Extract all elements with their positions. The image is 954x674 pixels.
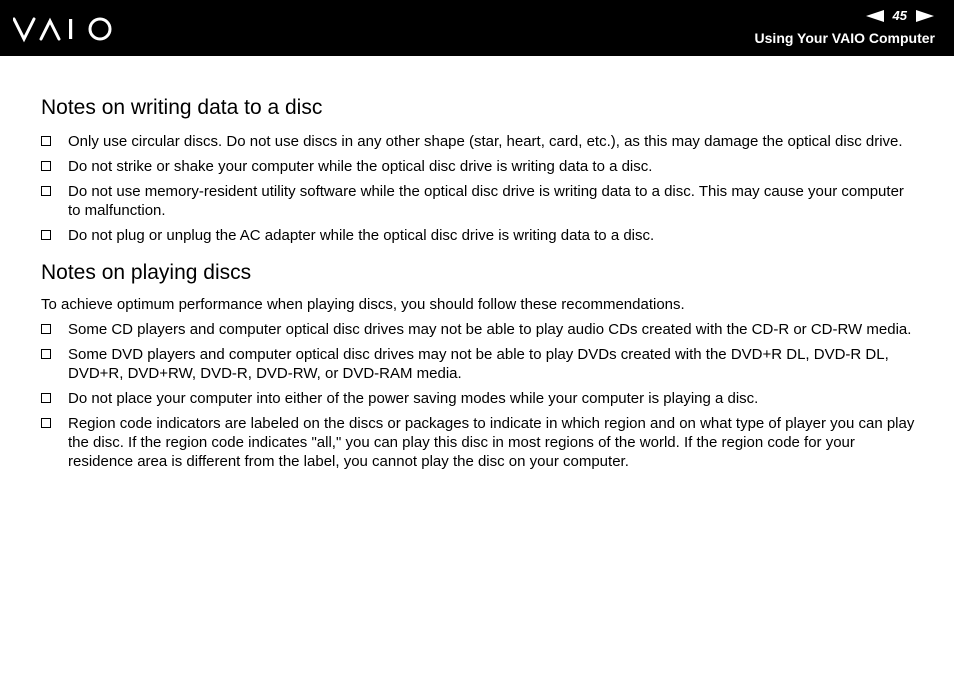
page-number: 45 <box>892 8 907 23</box>
checkbox-bullet-icon <box>41 418 51 428</box>
checkbox-bullet-icon <box>41 230 51 240</box>
playing-intro-text: To achieve optimum performance when playing discs, you should follow these recommendations. <box>41 296 685 313</box>
heading-playing-discs: Notes on playing discs <box>41 261 252 284</box>
list-item: Do not place your computer into either of the power saving modes while your computer is playing a disc. <box>41 389 916 408</box>
checkbox-bullet-icon <box>41 136 51 146</box>
page-content <box>41 94 916 471</box>
playing-notes-list <box>41 320 916 471</box>
writing-notes-list <box>41 132 916 245</box>
heading-writing-data: Notes on writing data to a disc <box>41 96 323 119</box>
checkbox-bullet-icon <box>41 349 51 359</box>
list-item: Region code indicators are labeled on the discs or packages to indicate in which region and on what type of player you can play the disc. If the region code indicates "all," you can play this disc in most regions of the world. If the region code for your residence area is different from the label, you cannot play the disc on your computer. <box>41 414 916 471</box>
vaio-logo <box>13 13 121 45</box>
previous-page-arrow-icon[interactable] <box>866 10 884 22</box>
list-item: Do not strike or shake your computer while the optical disc drive is writing data to a disc. <box>41 157 916 176</box>
list-item: Only use circular discs. Do not use discs in any other shape (star, heart, card, etc.), as this may damage the optical disc drive. <box>41 132 916 151</box>
list-item: Do not plug or unplug the AC adapter while the optical disc drive is writing data to a disc. <box>41 226 916 245</box>
list-item: Some DVD players and computer optical disc drives may not be able to play DVDs created with the DVD+R DL, DVD-R DL, DVD+R, DVD+RW, DVD-R, DVD-RW, or DVD-RAM media. <box>41 345 916 383</box>
list-item: Do not use memory-resident utility software while the optical disc drive is writing data to a disc. This may cause your computer to malfunction. <box>41 182 916 220</box>
checkbox-bullet-icon <box>41 186 51 196</box>
checkbox-bullet-icon <box>41 161 51 171</box>
next-page-arrow-icon[interactable] <box>916 10 934 22</box>
section-title: Using Your VAIO Computer <box>754 30 935 46</box>
header-bar <box>0 0 954 56</box>
checkbox-bullet-icon <box>41 393 51 403</box>
checkbox-bullet-icon <box>41 324 51 334</box>
page-navigation <box>866 6 934 26</box>
list-item: Some CD players and computer optical disc drives may not be able to play audio CDs created with the CD-R or CD-RW media. <box>41 320 916 339</box>
